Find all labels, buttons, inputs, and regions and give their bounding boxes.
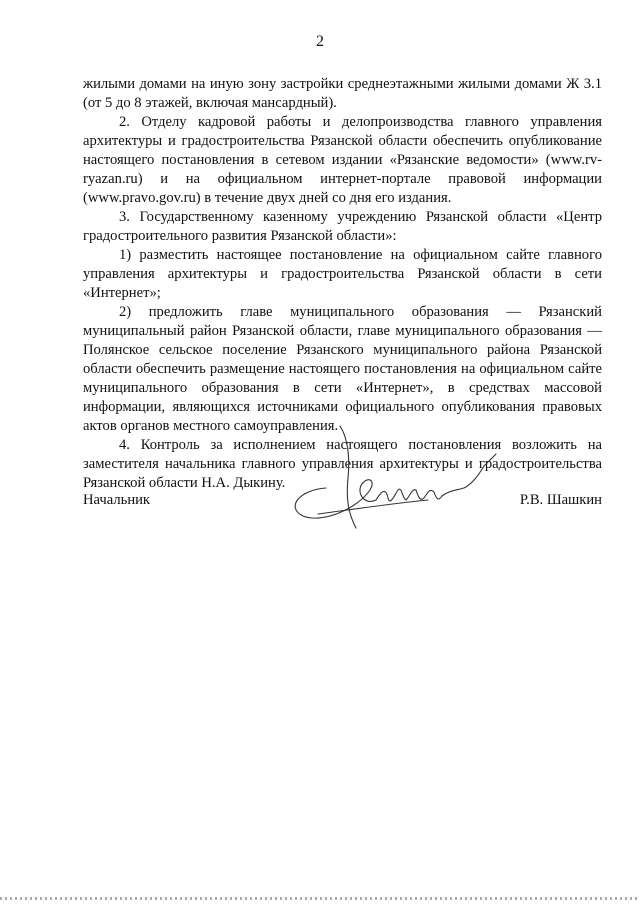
paragraph-6: 4. Контроль за исполнением настоящего постановления возложить на заместителя начальника главного управления архитектуры и градостроительства Рязанской области Н.А. Дыкину.: [83, 437, 602, 491]
signer-name: Р.В. Шашкин: [519, 492, 602, 508]
scan-edge-line: [0, 897, 640, 900]
paragraph-4: 1) разместить настоящее постановление на официальном сайте главного управления архитектуры и градостроительства Рязанской области в сети «Интернет»;: [83, 247, 602, 301]
handwritten-signature: [278, 418, 508, 548]
paragraph-3: 3. Государственному казенному учреждению Рязанской области «Центр градостроительного развития Рязанской области»:: [83, 209, 602, 244]
paragraph-5: 2) предложить главе муниципального образования — Рязанский муниципальный район Рязанской области, главе муниципального образования — Полянское сельское поселение Рязанского муниципального района Рязанской области обеспечить размещение настоящего постановления на официальном сайте муниципального образования в сети «Интернет», в средствах массовой информации, являющихся источниками официального опубликования правовых актов органов местного самоуправления.: [83, 304, 602, 434]
paragraph-2: 2. Отделу кадровой работы и делопроизводства главного управления архитектуры и градостроительства Рязанской области обеспечить опубликование настоящего постановления в сетевом издании «Рязанские ведомости» (www.rv-ryazan.ru) и на официальном интернет-портале правовой информации (www.pravo.gov.ru) в течение двух дней со дня его издания.: [83, 114, 602, 206]
signer-title: Начальник: [83, 492, 151, 508]
signature-block: [83, 492, 602, 512]
page-number: 2: [316, 33, 324, 50]
paragraph-1: жилыми домами на иную зону застройки среднеэтажными жилыми домами Ж 3.1 (от 5 до 8 этажей, включая мансардный).: [83, 76, 602, 111]
